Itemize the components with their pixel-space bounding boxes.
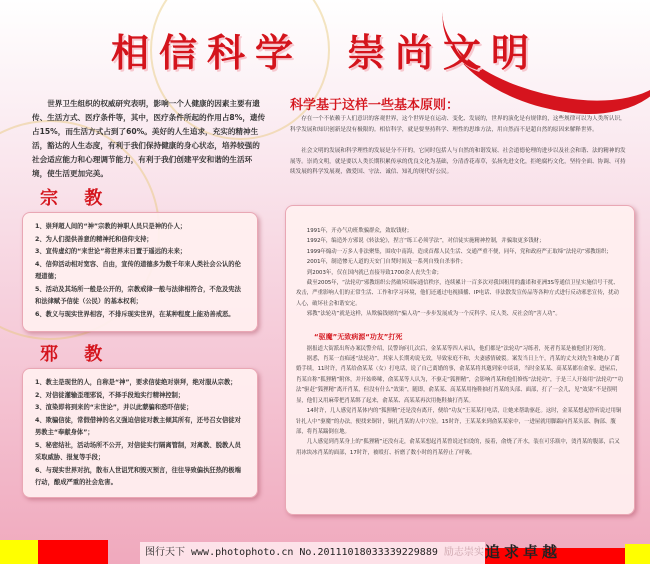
falun-paragraph: 截至2005年，“法轮功”邪教组织公然破坏国际通信秩序，连续累计一百多次对我国租用的鑫诺和亚洲3S等通信卫星实施信号干扰、攻击，严重影响人们的正常生活、工作和学习环境，他们还通过电视插播、IP电话、非法散发宣传品等各种方式进行反动邪恶宣传，扰动人心，破坏社会和谐安定。 bbox=[296, 280, 619, 307]
falun-box bbox=[285, 205, 635, 515]
case-paragraph: 14时许，几人感觉肖某体内的“狐狸精”还是没有离开，便给“功友”王某某打电话，让她来帮助驱赶。这时，金某某想起曾听说过用铜针扎人中“驱魔”的办法，便找来铜针，铜扎肖某的人中穴位。15时许，王某某来到俞某某家中，一进屋就用脚踹向肖某头部、胸部、腹部，将肖某踹倒在地。 bbox=[296, 408, 622, 435]
religion-item: 1、崇拜超人间的“神”宗教的神职人员只是神的仆人； bbox=[35, 223, 187, 230]
title-right: 崇尚文明 bbox=[347, 30, 540, 75]
falun-paragraph: 1991年，开办气功班欺骗群众，敛取钱财； bbox=[306, 228, 413, 234]
title-left: 相信科学 bbox=[110, 30, 303, 75]
falun-paragraph: 1999年煽动一万多人非法聚集，围攻中南海，造成首都人民生活、交通严重不便，同年，党和政府严正取缔“法轮功”邪教组织； bbox=[306, 248, 612, 255]
watermark bbox=[140, 542, 485, 564]
case-paragraph: 据报道大街派出所办案民警介绍，民警询问几次后，金某某等四人承认，他们都是“法轮功”习练者，死者肖某是被他们打死的。 bbox=[306, 345, 609, 352]
case-heading: “驱魔”无致病源“功友”打死 bbox=[314, 332, 403, 341]
religion-item: 3、宣传虚幻的“来世论”将世界末日置于遥远的未来； bbox=[35, 248, 187, 255]
cult-item: 4、欺骗信徒，常假借神的名义强迫信徒对教主倾其所有，还号召女信徒对男教主“奉献身体”； bbox=[35, 416, 241, 436]
case-paragraph: 据悉，肖某一直痴迷“法轮功”，其家人长期劝说无效，导致家庭不和，夫妻感情破裂。案发当日上午，肖某的丈夫刘先生和她办了离婚手续，11时许，肖某给俞某某（女）打电话，说了自己离婚的事，俞某某将其邀到家中谈谈，当时金某某、高某某都在俞家。进屋后，肖某自称“狐狸精”附体，并开始哆嗦，俞某某等人认为，不驱走“狐狸精”，会影响肖某和他们修炼“法轮功”，于是三人开始用“法轮功”“功法”驱赶“狐狸精”离开肖某，但没有什么“效果”，随即，俞某某、高某某用拖鞋抽打肖某的头部、面部，打了一会儿，见“效果”不是很明显，他们又用麻带把肖某绑了起来，俞某某、高某某再次用拖鞋抽打肖某。 bbox=[296, 356, 624, 404]
poster-title bbox=[0, 22, 650, 77]
cult-box bbox=[22, 368, 258, 498]
falun-paragraph: 2001年，制造惨无人道的天安门自焚时间及一系列自残自杀事件； bbox=[306, 259, 467, 266]
falun-paragraph: 1992年，编造外方邪说《转法轮》，捏言“练工必须学法”，对信徒实施精神控制，并骗取更多钱财； bbox=[306, 238, 545, 245]
falun-paragraph: 邪教“法轮功”就是这样，从欺骗钱财的“骗人功”一步步发展成为一个反科学、反人类、反社会的“害人功”。 bbox=[306, 311, 561, 318]
motto-faded: 励志崇实 bbox=[443, 547, 484, 558]
cult-item: 2、对信徒灌输歪理邪说，不择手段地实行精神控制； bbox=[35, 391, 185, 399]
yellow-block bbox=[0, 540, 38, 564]
religion-item: 2、为人们提供善意的精神托和信仰支持； bbox=[35, 235, 153, 243]
falun-paragraph: 到2003年，仅在国内就已直接导致1700余人丧失生命； bbox=[306, 269, 443, 276]
case-paragraph: 几人感觉到肖某身上的“狐狸精”还没有走，俞某某想起肖某曾说过怕烫的，接着，俞烧了开水，装在可乐瓶中，烫肖某的腹部，后又用冰块冰肖某的面部，17时许，被殴打、折磨了数小时的肖某停止了呼吸。 bbox=[296, 439, 620, 456]
cult-item: 3、渲染即将到来的“末世论”，并以此蒙骗和恐吓信徒； bbox=[35, 404, 193, 411]
yellow-block-right bbox=[625, 544, 650, 564]
religion-item: 4、信仰活动相对宽容、自由，宣传的道德多为数千年来人类社会公认的伦理道德； bbox=[35, 260, 241, 280]
principles-heading: 科学基于这样一些基本原则： bbox=[290, 98, 460, 113]
cult-item: 6、与现实世界对抗，散布人世诅咒和毁灭预言，往往导致偏执狂热的极端行动，酿成严重的社会危害。 bbox=[35, 466, 241, 486]
cult-heading: 邪 教 bbox=[40, 344, 113, 365]
cult-item: 5、秘密结社，活动场所不公开，对信徒实行隔离管制，对离教、脱教人员采取威胁、报复等手段； bbox=[35, 441, 241, 461]
religion-item: 5、活动及其场所一般是公开的，宗教戒律一般与法律相符合，不危及宪法和法律赋予信徒（公民）的基本权利； bbox=[35, 285, 241, 305]
red-block bbox=[38, 540, 108, 564]
religion-box bbox=[22, 212, 258, 332]
cult-item: 1、教主是现世的人，自称是“神”，要求信徒绝对崇拜，绝对服从宗教； bbox=[35, 379, 237, 386]
principles-paragraph: 社会文明的发展和科学理性的发展是分不开的，它同时包括人与自然的和谐发展、社会道德伦理的进步以及社会和谐、法的精神的发展等。崇尚文明，就是要以人类长期积累传承的优良文化为基础，分清香花毒草，弘扬先进文化，拒绝腐朽文化，坚持全面、协调、可持续发展的科学发展观，做爱国、守法、诚信、知礼的现代好公民。 bbox=[290, 148, 626, 175]
watermark-text: 图行天下 www.photophoto.cn No.20111018033339229889 bbox=[145, 547, 438, 558]
religion-item: 6、教义与现实世界相容，不排斥现实世界，在某种程度上能劝善戒恶。 bbox=[35, 310, 235, 318]
religion-heading: 宗 教 bbox=[40, 188, 113, 209]
motto: 追求卓越 bbox=[485, 543, 562, 561]
principles-paragraph: 存在一个不依赖于人们意识的客观世界，这个世界是在运动、变化、发展的，世界的演化是有规律的，这些规律可以为人类所认识，科学发展和知识创新是没有极限的。相信科学，就是要坚持科学、理性的思维方法，用自然而不是超自然的原因来解释世界。 bbox=[290, 116, 626, 133]
intro-paragraph: 世界卫生组织的权威研究表明，影响一个人健康的因素主要有遗传、生活方式、医疗条件等，其中，医疗条件所起的作用占8%，遗传占15%，而生活方式占到了60%。美好的人生追求，充实的精神生活，豁达的人生态度，有利于我们保持健康的身心状态，培养较强的社会适应能力和心理调节能力，有利于我们创建平安和谐的生活环境，使生活更加完美。 bbox=[32, 99, 266, 178]
